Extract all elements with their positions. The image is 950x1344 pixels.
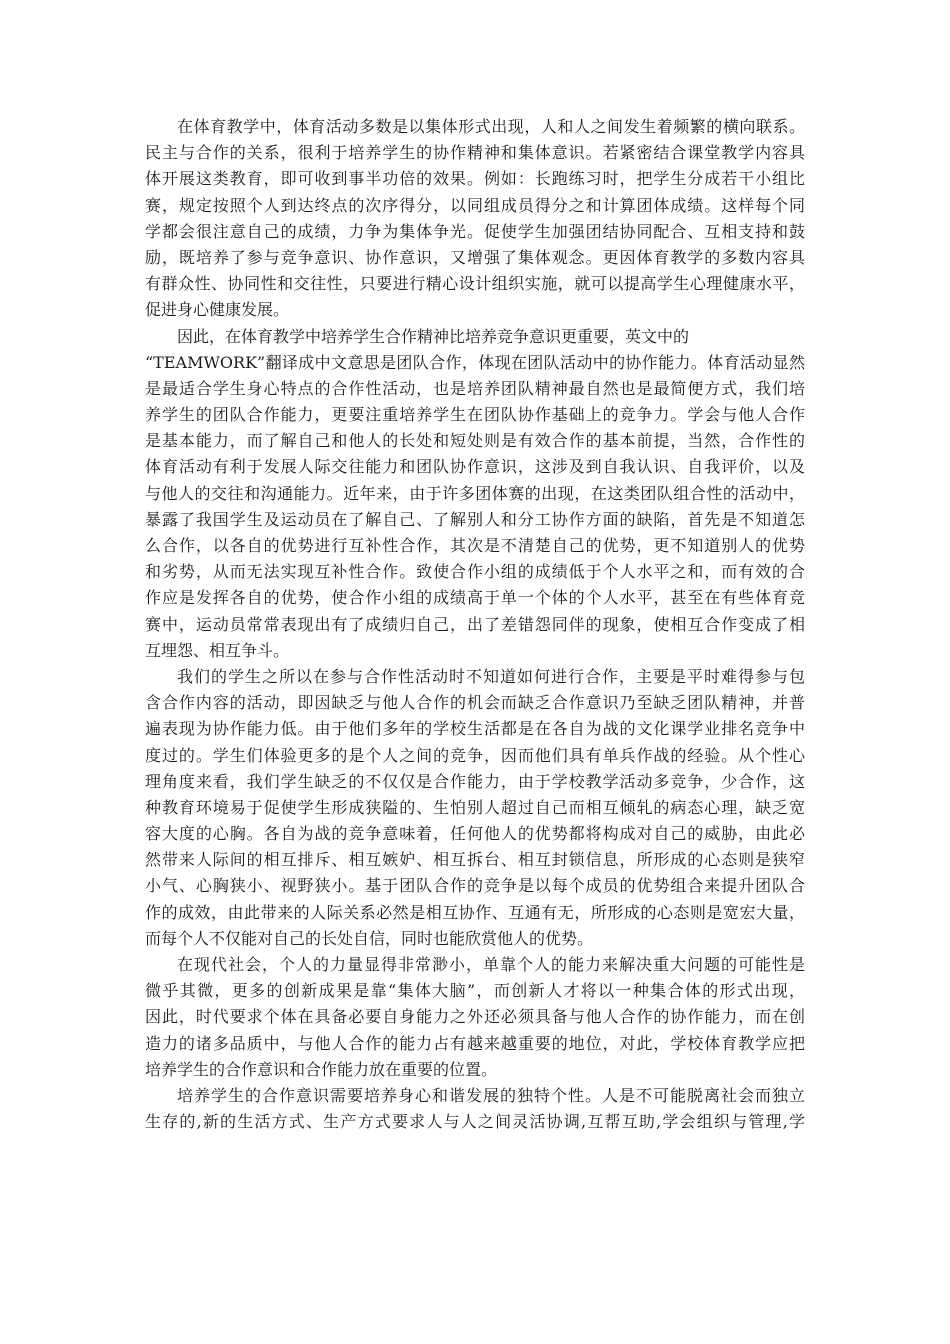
- text-line: 体开展这类教育，即可收到事半功倍的效果。例如：长跑练习时，把学生分成若干小组比: [145, 169, 805, 189]
- text-line: 么合作，以各自的优势进行互补性合作，其次是不清楚自己的优势，更不知道别人的优势: [145, 536, 805, 555]
- text-line: 暴露了我国学生及运动员在了解自己、了解别人和分工协作方面的缺陷，首先是不知道怎: [145, 509, 805, 529]
- text-line: 是最适合学生身心特点的合作性活动，也是培养团队精神最自然也是最简便方式，我们培: [145, 378, 805, 398]
- text-line: 含合作内容的活动，即因缺乏与他人合作的机会而缺乏合作意识乃至缺乏团队精神，并普: [145, 693, 805, 713]
- text-line: 因此，时代要求个体在具备必要自身能力之外还必须具备与他人合作的协作能力，而在创: [145, 1007, 805, 1027]
- text-line: 培养学生的合作意识需要培养身心和谐发展的独特个性。人是不可能脱离社会而独立: [177, 1085, 805, 1105]
- text-line: 在体育教学中，体育活动多数是以集体形式出现，人和人之间发生着频繁的横向联系。: [177, 117, 805, 136]
- text-line: 理角度来看，我们学生缺乏的不仅仅是合作能力，由于学校教学活动多竞争，少合作，这: [145, 771, 805, 791]
- text-line: 学都会很注意自己的成绩，力争为集体争光。促使学生加强团结协同配合、互相支持和鼓: [145, 221, 805, 241]
- text-line: 容大度的心胸。各自为战的竞争意味着，任何他人的优势都将构成对自己的威胁，由此必: [145, 824, 805, 844]
- text-line: 遍表现为协作能力低。由于他们多年的学校生活都是在各自为战的文化课学业排名竞争中: [145, 719, 805, 739]
- text-line: 赛，规定按照个人到达终点的次序得分，以同组成员得分之和计算团体成绩。这样每个同: [145, 195, 805, 215]
- text-line: 因此，在体育教学中培养学生合作精神比培养竞争意识更重要，英文中的: [177, 326, 690, 346]
- text-line: 互埋怨、相互争斗。: [145, 640, 290, 660]
- text-line: 民主与合作的关系，很利于培养学生的协作精神和集体意识。若紧密结合课堂教学内容具: [145, 143, 805, 163]
- text-line: 微乎其微，更多的创新成果是靠“集体大脑”，而创新人才将以一种集合体的形式出现，: [145, 981, 805, 1001]
- paragraph-1: [145, 114, 805, 324]
- text-line: 种教育环境易于促使学生形成狭隘的、生怕别人超过自己而相互倾轧的病态心理，缺乏宽: [145, 797, 805, 817]
- paragraph-5: [145, 1083, 805, 1135]
- text-line: 在现代社会，个人的力量显得非常渺小，单靠个人的能力来解决重大问题的可能性是: [177, 955, 805, 974]
- text-line: 和劣势，从而无法实现互补性合作。致使合作小组的成绩低于个人水平之和，而有效的合: [145, 562, 805, 582]
- text-line: 然带来人际间的相互排斥、相互嫉妒、相互拆台、相互封锁信息，所形成的心态则是狭窄: [145, 850, 805, 870]
- paragraph-2: [145, 324, 805, 664]
- text-line: 小气、心胸狭小、视野狭小。基于团队合作的竞争是以每个成员的优势组合来提升团队合: [145, 876, 805, 896]
- paragraph-3: [145, 664, 805, 952]
- text-line: 促进身心健康发展。: [145, 300, 290, 320]
- paragraph-4: [145, 952, 805, 1083]
- text-line: 我们的学生之所以在参与合作性活动时不知道如何进行合作，主要是平时难得参与包: [177, 666, 805, 686]
- text-line: 体育活动有利于发展人际交往能力和团队协作意识，这涉及到自我认识、自我评价，以及: [145, 457, 805, 477]
- text-line: “TEAMWORK”翻译成中文意思是团队合作，体现在团队活动中的协作能力。体育活动显然: [145, 352, 805, 372]
- text-line: 造力的诸多品质中，与他人合作的能力占有越来越重要的地位，对此，学校体育教学应把: [145, 1033, 805, 1053]
- text-line: 生存的,新的生活方式、生产方式要求人与人之间灵活协调,互帮互助,学会组织与管理,学: [145, 1112, 805, 1132]
- text-line: 是基本能力，而了解自己和他人的长处和短处则是有效合作的基本前提，当然，合作性的: [145, 431, 805, 451]
- text-line: 赛中，运动员常常表现出有了成绩归自己，出了差错怨同伴的现象，使相互合作变成了相: [145, 614, 805, 634]
- text-line: 励，既培养了参与竞争意识、协作意识，又增强了集体观念。更因体育教学的多数内容具: [145, 247, 805, 267]
- text-line: 与他人的交往和沟通能力。近年来，由于许多团体赛的出现，在这类团队组合性的活动中，: [145, 483, 805, 503]
- text-line: 度过的。学生们体验更多的是个人之间的竞争，因而他们具有单兵作战的经验。从个性心: [145, 745, 805, 765]
- text-line: 有群众性、协同性和交往性，只要进行精心设计组织实施，就可以提高学生心理健康水平，: [145, 274, 805, 294]
- document-body: [145, 114, 805, 1135]
- text-line: 作应是发挥各自的优势，使合作小组的成绩高于单一个体的个人水平，甚至在有些体育竞: [145, 588, 805, 608]
- text-line: 而每个人不仅能对自己的长处自信，同时也能欣赏他人的优势。: [145, 928, 594, 948]
- text-line: 作的成效，由此带来的人际关系必然是相互协作、互通有无，所形成的心态则是宽宏大量，: [145, 902, 805, 922]
- text-line: 培养学生的合作意识和合作能力放在重要的位置。: [145, 1059, 498, 1079]
- text-line: 养学生的团队合作能力，更要注重培养学生在团队协作基础上的竞争力。学会与他人合作: [145, 405, 805, 425]
